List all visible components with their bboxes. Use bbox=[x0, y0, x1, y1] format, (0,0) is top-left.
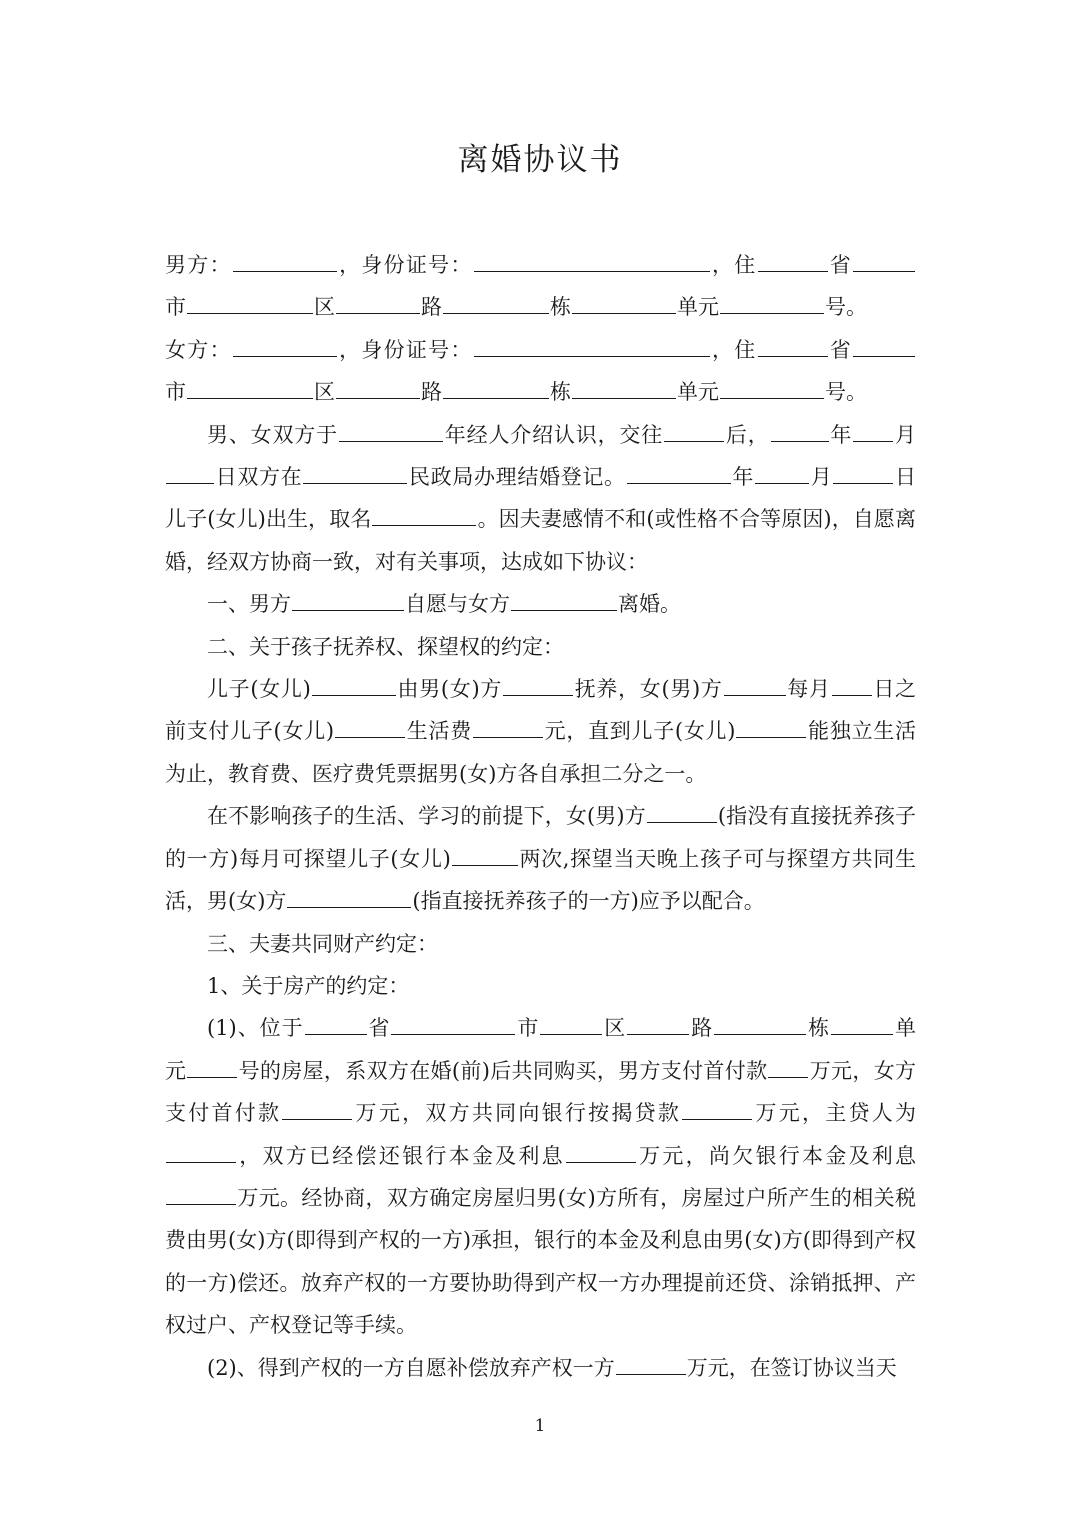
house-paragraph-1: (1)、位于 省 市 区 路 栋 单元 号的房屋，系双方在婚(前)后共同购买，男方支付首付款 万元，女方支付首付款 万元，双方共同向银行按揭贷款 万元，主贷人为，双方已经偿还银行本金及利息 万元，尚欠银行本金及利息万元。经协商，双方确定房屋归男(女)方所有，房屋过户所产生的相关税费由男(女)方(即得到产权的一方)承担，银行的本金及利息由男(女)方(即得到产权的一方)偿还。放弃产权的一方要协助得到产权一方办理提前还贷、涂销抵押、产权过户、产权登记等手续。 bbox=[165, 1007, 916, 1346]
blank[interactable] bbox=[503, 668, 573, 696]
blank[interactable] bbox=[166, 1135, 236, 1163]
blank[interactable] bbox=[187, 371, 313, 399]
blank[interactable] bbox=[339, 414, 443, 442]
blank[interactable] bbox=[292, 583, 404, 611]
blank[interactable] bbox=[572, 286, 676, 314]
blank[interactable] bbox=[831, 1007, 893, 1035]
blank[interactable] bbox=[312, 668, 396, 696]
blank[interactable] bbox=[616, 1347, 686, 1375]
blank[interactable] bbox=[391, 1007, 515, 1035]
blank[interactable] bbox=[336, 371, 420, 399]
blank[interactable] bbox=[372, 498, 476, 526]
blank[interactable] bbox=[755, 456, 809, 484]
blank[interactable] bbox=[187, 286, 313, 314]
blank[interactable] bbox=[833, 456, 893, 484]
blank[interactable] bbox=[771, 414, 829, 442]
blank[interactable] bbox=[474, 329, 710, 357]
blank[interactable] bbox=[540, 1007, 602, 1035]
blank[interactable] bbox=[187, 1050, 237, 1078]
house-paragraph-2: (2)、得到产权的一方自愿补偿放弃产权一方 万元，在签订协议当天 bbox=[165, 1347, 916, 1389]
blank[interactable] bbox=[166, 1177, 236, 1205]
document-title: 离婚协议书 bbox=[457, 142, 623, 178]
blank[interactable] bbox=[714, 1007, 806, 1035]
blank[interactable] bbox=[832, 668, 872, 696]
visitation-paragraph: 在不影响孩子的生活、学习的前提下，女(男)方 (指没有直接抚养孩子的一方)每月可探望儿子(女儿) 两次,探望当天晚上孩子可与探望方共同生活，男(女)方 (指直接抚养孩子的一方)应予以配合。 bbox=[165, 795, 916, 922]
blank[interactable] bbox=[720, 371, 824, 399]
blank[interactable] bbox=[233, 329, 337, 357]
blank[interactable] bbox=[758, 329, 828, 357]
blank[interactable] bbox=[305, 1007, 367, 1035]
blank[interactable] bbox=[282, 1092, 352, 1120]
page-number: 1 bbox=[534, 1416, 546, 1436]
blank[interactable] bbox=[473, 710, 543, 738]
blank[interactable] bbox=[303, 456, 407, 484]
blank[interactable] bbox=[443, 371, 549, 399]
blank[interactable] bbox=[474, 244, 710, 272]
blank[interactable] bbox=[724, 668, 786, 696]
blank[interactable] bbox=[511, 583, 617, 611]
blank[interactable] bbox=[768, 1050, 808, 1078]
section-2-heading: 二、关于孩子抚养权、探望权的约定： bbox=[207, 634, 564, 659]
blank[interactable] bbox=[287, 880, 411, 908]
blank[interactable] bbox=[443, 286, 549, 314]
woman-info: 女方： ，身份证号： ，住 省市 区 路 栋 单元 号。 bbox=[165, 329, 916, 414]
blank[interactable] bbox=[233, 244, 337, 272]
blank[interactable] bbox=[647, 795, 717, 823]
blank[interactable] bbox=[566, 1135, 636, 1163]
intro-paragraph: 男、女双方于 年经人介绍认识，交往 后， 年 月日双方在 民政局办理结婚登记。 年 月 日儿子(女儿)出生，取名 。因夫妻感情不和(或性格不合等原因)，自愿离婚，经双方协商一致，对有关事项，达成如下协议： bbox=[165, 414, 916, 584]
blank[interactable] bbox=[664, 414, 724, 442]
blank[interactable] bbox=[452, 838, 518, 866]
blank[interactable] bbox=[853, 244, 915, 272]
blank[interactable] bbox=[720, 286, 824, 314]
blank[interactable] bbox=[166, 456, 214, 484]
blank[interactable] bbox=[853, 329, 915, 357]
blank[interactable] bbox=[627, 1007, 689, 1035]
section-1: 一、男方 自愿与女方 离婚。 bbox=[165, 583, 916, 625]
blank[interactable] bbox=[572, 371, 676, 399]
blank[interactable] bbox=[853, 414, 893, 442]
blank[interactable] bbox=[336, 286, 420, 314]
blank[interactable] bbox=[736, 710, 806, 738]
man-info: 男方： ，身份证号： ，住 省市 区 路 栋 单元 号。 bbox=[165, 244, 916, 329]
property-heading: 1、关于房产的约定： bbox=[207, 973, 410, 998]
custody-paragraph: 儿子(女儿) 由男(女)方 抚养，女(男)方 每月 日之前支付儿子(女儿) 生活费 元，直到儿子(女儿) 能独立生活为止，教育费、医疗费凭票据男(女)方各自承担二分之一。 bbox=[165, 668, 916, 795]
section-3-heading: 三、夫妻共同财产约定： bbox=[207, 931, 438, 956]
agreement-body bbox=[165, 244, 916, 1389]
blank[interactable] bbox=[682, 1092, 752, 1120]
blank[interactable] bbox=[758, 244, 828, 272]
blank[interactable] bbox=[335, 710, 405, 738]
blank[interactable] bbox=[627, 456, 731, 484]
